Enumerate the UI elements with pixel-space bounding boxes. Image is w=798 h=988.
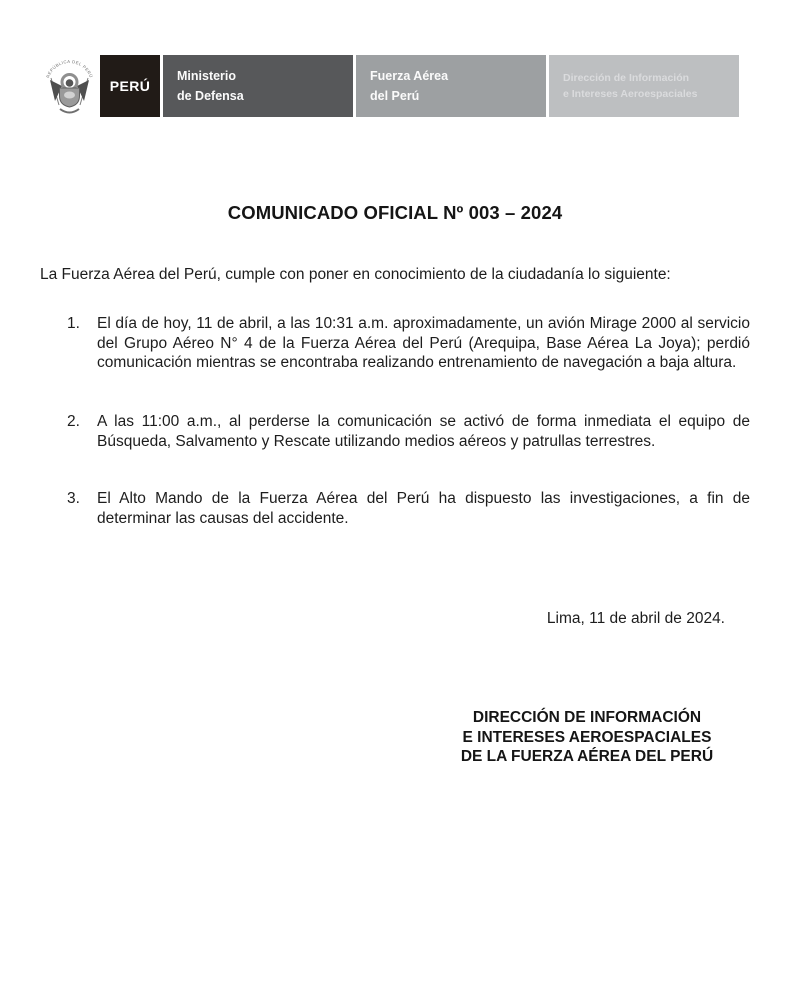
- directorate-line2: e Intereses Aeroespaciales: [563, 88, 698, 100]
- communique-title: COMUNICADO OFICIAL Nº 003 – 2024: [227, 202, 563, 223]
- peru-coat-of-arms: [42, 55, 97, 117]
- dateline: Lima, 11 de abril de 2024.: [546, 610, 725, 627]
- ministry-line1: Ministerio: [177, 69, 237, 83]
- list-item-number: 2.: [67, 413, 80, 430]
- letterhead-block-information-directorate: [549, 55, 739, 117]
- list-item: [67, 314, 750, 373]
- peru-coat-of-arms-icon: [42, 55, 97, 117]
- list-item-number: 1.: [67, 315, 80, 332]
- list-item-text: El día de hoy, 11 de abril, a las 10:31 a.m. aproximadamente, un avión Mirage 2000 al servicio del Grupo Aéreo N° 4 de la Fuerza Aérea del Perú (Arequipa, Base Aérea La Joya); perdió comunicación mientras se encontraba realizando entrenamiento de navegación a baja altura.: [97, 315, 750, 371]
- list-item-text: El Alto Mando de la Fuerza Aérea del Perú ha dispuesto las investigaciones, a fin de determinar las causas del accidente.: [97, 490, 750, 527]
- intro-paragraph: La Fuerza Aérea del Perú, cumple con poner en conocimiento de la ciudadanía lo siguiente:: [40, 266, 671, 283]
- peru-label: PERÚ: [109, 78, 151, 94]
- list-item: [67, 412, 750, 451]
- list-item-number: 3.: [67, 490, 80, 507]
- list-item: [67, 489, 750, 528]
- ministry-line2: de Defensa: [177, 89, 244, 103]
- signature-block: [437, 708, 737, 767]
- air-force-line1: Fuerza Aérea: [370, 69, 449, 83]
- list-item-text: A las 11:00 a.m., al perderse la comunicación se activó de forma inmediata el equipo de Búsqueda, Salvamento y Rescate utilizando medios aéreos y patrullas terrestres.: [97, 413, 750, 450]
- signature-line: DIRECCIÓN DE INFORMACIÓN: [472, 709, 702, 726]
- letterhead-block-air-force: [356, 55, 546, 117]
- air-force-line2: del Perú: [370, 89, 420, 103]
- government-letterhead: [42, 55, 739, 117]
- letterhead-block-peru: [100, 55, 160, 117]
- letterhead-block-ministry: [163, 55, 353, 117]
- signature-line: E INTERESES AEROESPACIALES: [462, 728, 712, 746]
- coat-arc-label: REPÚBLICA DEL PERÚ: [45, 58, 94, 79]
- signature-line: DE LA FUERZA AÉREA DEL PERÚ: [460, 748, 714, 765]
- directorate-line1: Dirección de Información: [563, 72, 690, 84]
